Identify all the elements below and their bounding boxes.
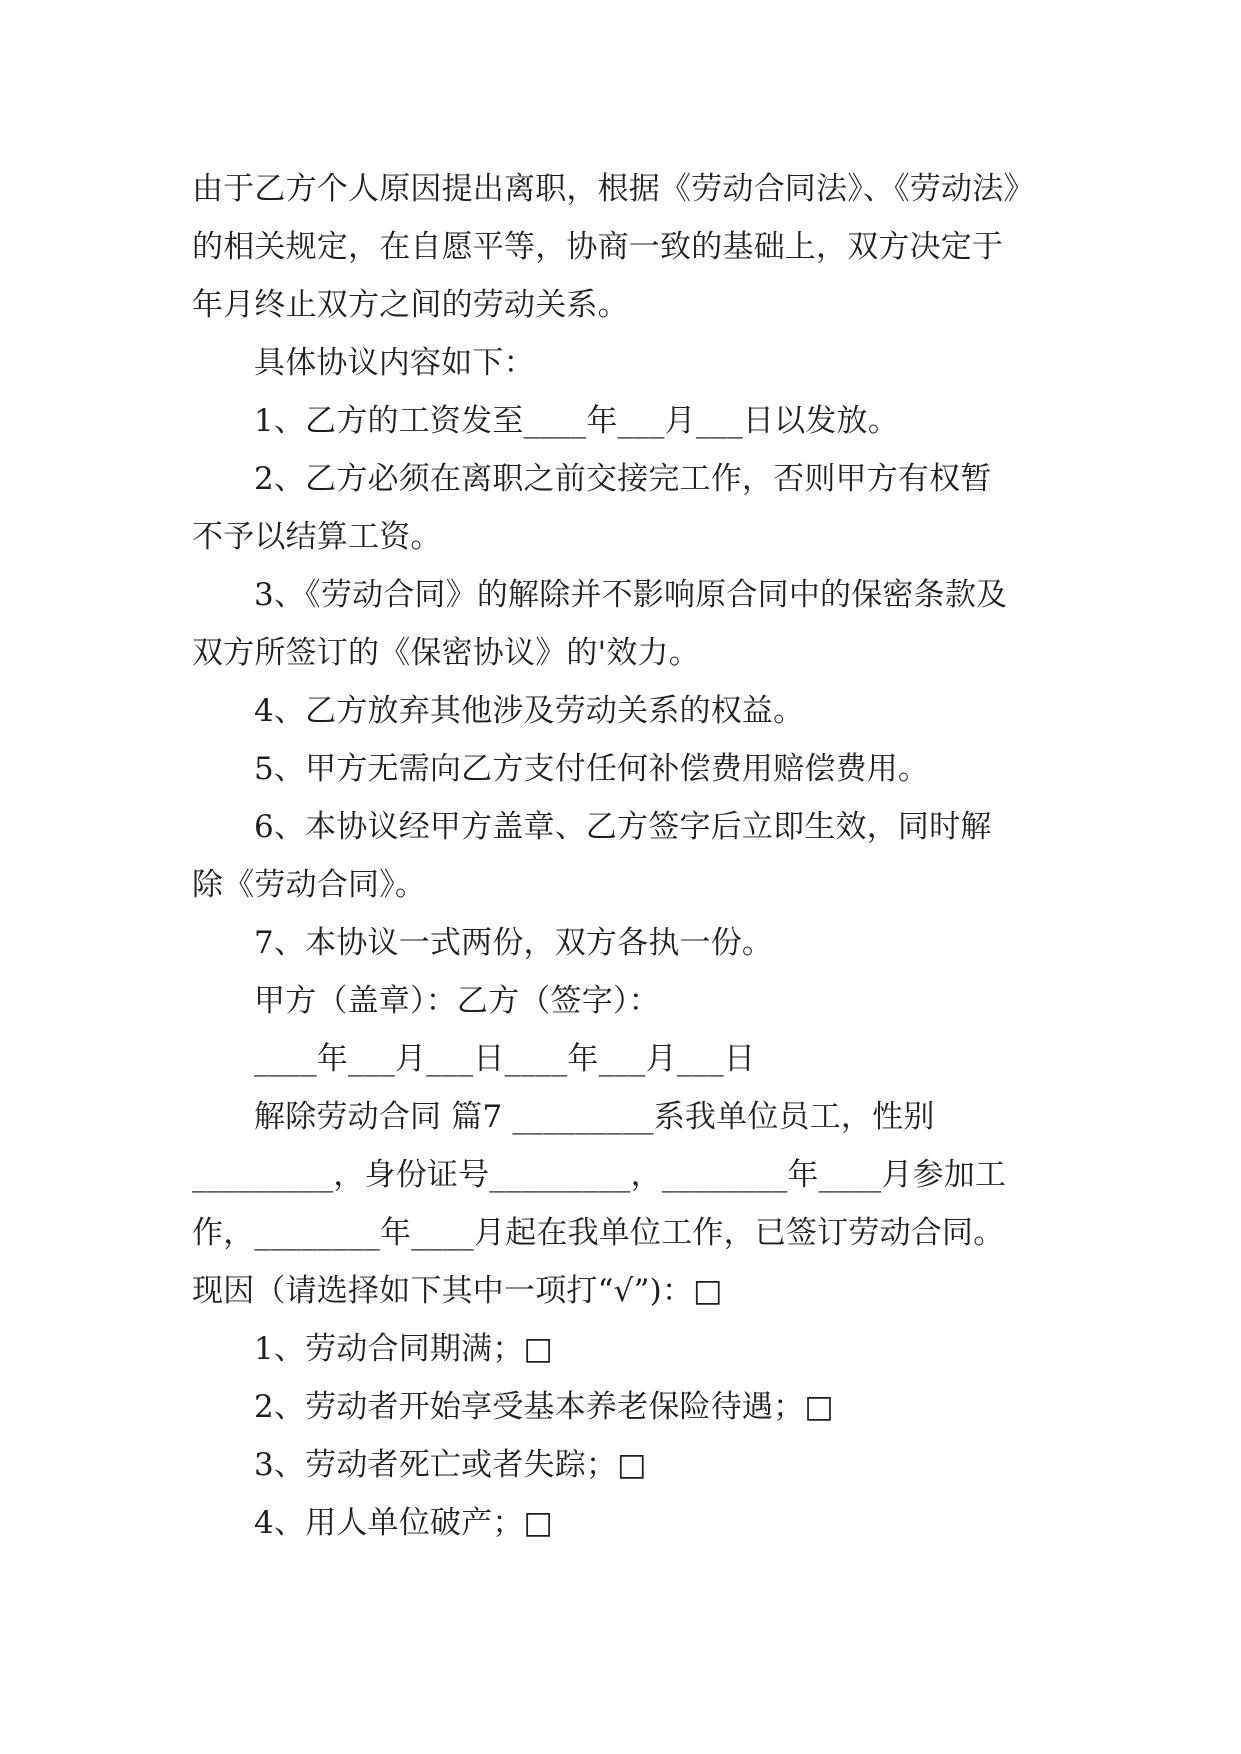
text-line: 2、劳动者开始享受基本养老保险待遇；□ bbox=[254, 1389, 834, 1425]
text-line: 年月终止双方之间的劳动关系。 bbox=[192, 287, 629, 323]
text-line: 现因（请选择如下其中一项打“√”)：□ bbox=[192, 1273, 723, 1309]
text-line: 4、乙方放弃其他涉及劳动关系的权益。 bbox=[254, 693, 805, 729]
text-line: 除《劳动合同》。 bbox=[192, 867, 427, 903]
text-line: _________，身份证号_________，________年____月参加工 bbox=[192, 1157, 1007, 1193]
text-line: 作，________年____月起在我单位工作，已签订劳动合同。 bbox=[192, 1215, 1005, 1251]
text-line: 3、劳动者死亡或者失踪；□ bbox=[254, 1447, 647, 1483]
text-line: 1、乙方的工资发至____年___月___日以发放。 bbox=[254, 403, 899, 439]
text-line: 6、本协议经甲方盖章、乙方签字后立即生效，同时解 bbox=[254, 809, 992, 845]
text-line: 2、乙方必须在离职之前交接完工作，否则甲方有权暂 bbox=[254, 461, 992, 497]
text-line: 不予以结算工资。 bbox=[192, 519, 442, 555]
text-line: 3、《劳动合同》的解除并不影响原合同中的保密条款及 bbox=[254, 577, 1008, 613]
text-line: 双方所签订的《保密协议》的'效力。 bbox=[192, 635, 700, 671]
text-line: 4、用人单位破产；□ bbox=[254, 1505, 554, 1541]
text-line: ____年___月___日____年___月___日 bbox=[254, 1041, 756, 1077]
text-line: 7、本协议一式两份，双方各执一份。 bbox=[254, 925, 774, 961]
text-line: 1、劳动合同期满；□ bbox=[254, 1331, 554, 1367]
text-line: 具体协议内容如下： bbox=[254, 345, 535, 381]
text-line: 甲方（盖章）：乙方（签字）： bbox=[254, 983, 660, 1019]
text-line: 由于乙方个人原因提出离职，根据《劳动合同法》、《劳动法》 bbox=[192, 171, 1035, 207]
document-body bbox=[192, 160, 1092, 1552]
text-line: 解除劳动合同 篇7 _________系我单位员工，性别 bbox=[254, 1099, 935, 1135]
text-line: 5、甲方无需向乙方支付任何补偿费用赔偿费用。 bbox=[254, 751, 930, 787]
text-line: 的相关规定，在自愿平等，协商一致的基础上，双方决定于 bbox=[192, 229, 1004, 265]
